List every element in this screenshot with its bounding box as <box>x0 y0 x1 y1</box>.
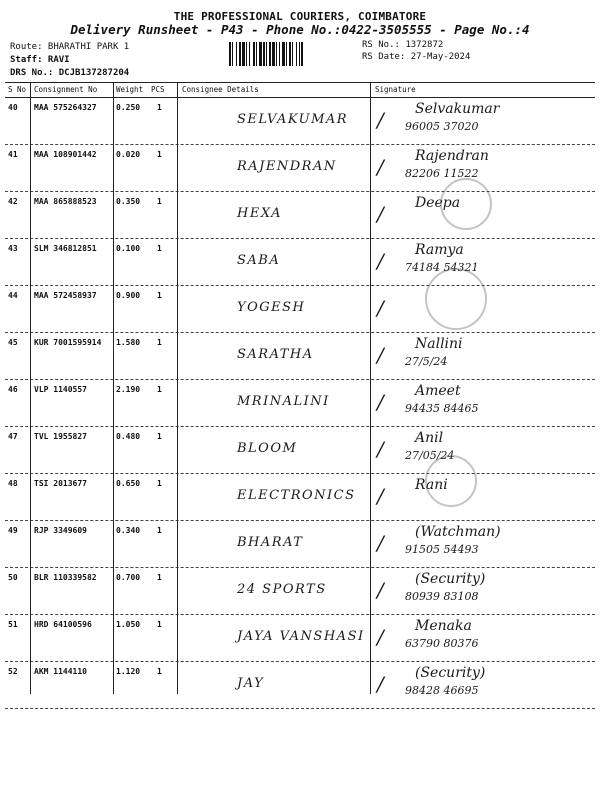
row-consignment-no: BLR 110339582 <box>34 573 97 582</box>
rs-date: RS Date: 27-May-2024 <box>362 52 471 62</box>
row-pcs: 1 <box>157 150 162 159</box>
row-pcs: 1 <box>157 432 162 441</box>
signature-name: Anil <box>415 430 444 446</box>
signature-name: Selvakumar <box>415 101 500 117</box>
signature-name: Rani <box>415 477 448 493</box>
row-consignment-no: MAA 108901442 <box>34 150 97 159</box>
table-row <box>5 145 595 192</box>
row-sno: 48 <box>8 479 18 488</box>
row-pcs: 1 <box>157 103 162 112</box>
signature-tick: / <box>377 108 384 132</box>
row-consignment-no: MAA 865888523 <box>34 197 97 206</box>
runsheet-table <box>5 82 595 709</box>
row-weight: 0.480 <box>116 432 141 441</box>
consignee-name: BHARAT <box>237 535 304 550</box>
consignee-name: ELECTRONICS <box>237 488 356 503</box>
table-row <box>5 286 595 333</box>
row-sno: 43 <box>8 244 18 253</box>
barcode-bar <box>301 42 303 66</box>
signature-tick: / <box>377 625 384 649</box>
row-pcs: 1 <box>157 244 162 253</box>
consignee-name: MRINALINI <box>237 394 330 409</box>
row-consignment-no: MAA 572458937 <box>34 291 97 300</box>
staff-label: Staff: RAVI <box>10 55 70 65</box>
col-consignment: Consignment No <box>34 85 98 94</box>
row-consignment-no: MAA 575264327 <box>34 103 97 112</box>
barcode <box>229 42 357 66</box>
consignee-name: HEXA <box>237 206 283 221</box>
row-weight: 1.580 <box>116 338 141 347</box>
table-row <box>5 662 595 709</box>
consignee-name: 24 SPORTS <box>237 582 327 597</box>
row-weight: 1.050 <box>116 620 141 629</box>
row-weight: 0.700 <box>116 573 141 582</box>
signature-name: (Watchman) <box>415 524 501 540</box>
signature-name: Menaka <box>415 618 472 634</box>
consignee-name: YOGESH <box>237 300 306 315</box>
signature-tick: / <box>377 484 384 508</box>
row-consignment-no: AKM 1144110 <box>34 667 87 676</box>
row-weight: 0.100 <box>116 244 141 253</box>
signature-note: 96005 37020 <box>405 120 479 133</box>
row-consignment-no: SLM 346812851 <box>34 244 97 253</box>
col-weight: Weight <box>116 85 144 94</box>
col-pcs: PCS <box>151 85 165 94</box>
signature-tick: / <box>377 437 384 461</box>
signature-note: 80939 83108 <box>405 590 479 603</box>
row-weight: 0.250 <box>116 103 141 112</box>
row-sno: 46 <box>8 385 18 394</box>
table-row <box>5 568 595 615</box>
row-sno: 45 <box>8 338 18 347</box>
company-stamp <box>425 268 487 330</box>
signature-name: Nallini <box>415 336 463 352</box>
signature-note: 82206 11522 <box>405 167 479 180</box>
signature-note: 98428 46695 <box>405 684 479 697</box>
runsheet-subtitle-text: Delivery Runsheet - P43 - Phone No.:0422-3505555 - Page No.:4 <box>70 22 530 37</box>
divider <box>30 82 31 694</box>
company-stamp <box>440 178 492 230</box>
row-consignment-no: TVL 1955827 <box>34 432 87 441</box>
consignee-name: RAJENDRAN <box>237 159 337 174</box>
row-pcs: 1 <box>157 385 162 394</box>
consignee-name: SARATHA <box>237 347 314 362</box>
table-row <box>5 98 595 145</box>
drs-number: DRS No.: DCJB137287204 <box>10 68 130 78</box>
row-pcs: 1 <box>157 479 162 488</box>
row-sno: 49 <box>8 526 18 535</box>
row-sno: 44 <box>8 291 18 300</box>
row-sno: 40 <box>8 103 18 112</box>
row-weight: 2.190 <box>116 385 141 394</box>
table-header <box>5 82 595 98</box>
signature-note: 63790 80376 <box>405 637 479 650</box>
signature-name: (Security) <box>415 665 486 681</box>
row-sno: 52 <box>8 667 18 676</box>
row-weight: 0.340 <box>116 526 141 535</box>
table-row <box>5 333 595 380</box>
row-sno: 42 <box>8 197 18 206</box>
row-pcs: 1 <box>157 526 162 535</box>
signature-note: 27/5/24 <box>405 355 448 368</box>
table-body <box>5 98 595 709</box>
row-pcs: 1 <box>157 291 162 300</box>
table-row <box>5 474 595 521</box>
divider <box>370 82 371 694</box>
signature-tick: / <box>377 578 384 602</box>
col-sno: S No <box>8 85 27 94</box>
signature-tick: / <box>377 343 384 367</box>
signature-tick: / <box>377 155 384 179</box>
consignee-name: SELVAKUMAR <box>237 112 349 127</box>
row-pcs: 1 <box>157 338 162 347</box>
signature-tick: / <box>377 249 384 273</box>
signature-tick: / <box>377 296 384 320</box>
row-pcs: 1 <box>157 197 162 206</box>
signature-name: Ramya <box>415 242 464 258</box>
row-sno: 50 <box>8 573 18 582</box>
company-stamp <box>425 455 477 507</box>
signature-name: (Security) <box>415 571 486 587</box>
col-consignee: Consignee Details <box>182 85 259 94</box>
consignee-name: SABA <box>237 253 281 268</box>
route-label: Route: BHARATHI PARK 1 <box>10 42 130 52</box>
row-consignment-no: TSI 2013677 <box>34 479 87 488</box>
signature-note: 74184 54321 <box>405 261 479 274</box>
consignee-name: BLOOM <box>237 441 298 456</box>
consignee-name: JAY <box>237 676 265 691</box>
signature-tick: / <box>377 390 384 414</box>
row-consignment-no: HRD 64100596 <box>34 620 92 629</box>
row-pcs: 1 <box>157 573 162 582</box>
table-row <box>5 239 595 286</box>
row-pcs: 1 <box>157 667 162 676</box>
company-title: THE PROFESSIONAL COURIERS, COIMBATORE <box>173 10 427 23</box>
signature-name: Rajendran <box>415 148 489 164</box>
row-sno: 41 <box>8 150 18 159</box>
rs-number: RS No.: 1372872 <box>362 40 444 50</box>
signature-note: 91505 54493 <box>405 543 479 556</box>
row-consignment-no: RJP 3349609 <box>34 526 87 535</box>
row-weight: 1.120 <box>116 667 141 676</box>
signature-tick: / <box>377 672 384 696</box>
table-row <box>5 521 595 568</box>
divider <box>177 82 178 694</box>
row-weight: 0.350 <box>116 197 141 206</box>
row-sno: 51 <box>8 620 18 629</box>
col-signature: Signature <box>375 85 416 94</box>
signature-name: Deepa <box>415 195 461 211</box>
signature-tick: / <box>377 202 384 226</box>
signature-tick: / <box>377 531 384 555</box>
signature-name: Ameet <box>415 383 461 399</box>
runsheet-subtitle <box>0 22 600 37</box>
table-row <box>5 427 595 474</box>
table-row <box>5 380 595 427</box>
row-weight: 0.650 <box>116 479 141 488</box>
table-row <box>5 192 595 239</box>
consignee-name: JAYA VANSHASI <box>237 629 365 644</box>
row-pcs: 1 <box>157 620 162 629</box>
signature-note: 27/05/24 <box>405 449 455 462</box>
table-row <box>5 615 595 662</box>
row-consignment-no: KUR 7001595914 <box>34 338 102 347</box>
divider <box>113 82 114 694</box>
row-consignment-no: VLP 1140557 <box>34 385 87 394</box>
signature-note: 94435 84465 <box>405 402 479 415</box>
row-sno: 47 <box>8 432 18 441</box>
row-weight: 0.020 <box>116 150 141 159</box>
row-weight: 0.900 <box>116 291 141 300</box>
